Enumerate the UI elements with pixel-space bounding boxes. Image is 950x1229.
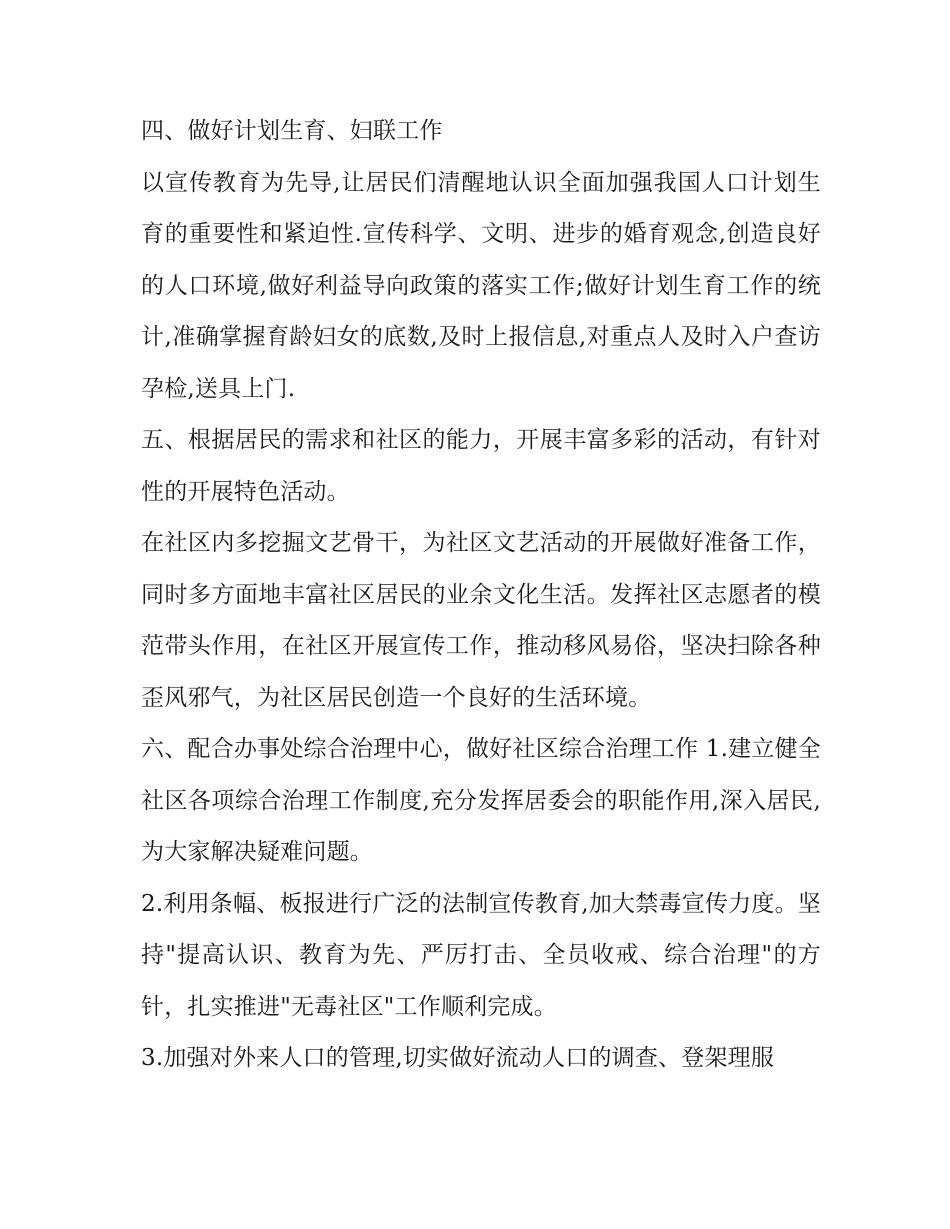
document-body — [141, 106, 821, 1085]
paragraph-legal-education: 2.利用条幅、板报进行广泛的法制宣传教育,加大禁毒宣传力度。坚持"提高认识、教育为先、严厉打击、全员收戒、综合治理"的方针，扎实推进"无毒社区"工作顺利完成。 — [141, 890, 821, 1020]
section-heading-governance: 六、配合办事处综合治理中心，做好社区综合治理工作 1.建立健全社区各项综合治理工作制度,充分发挥居委会的职能作用,深入居民,为大家解决疑难问题。 — [141, 736, 821, 865]
section-heading-family-planning: 四、做好计划生育、妇联工作 — [141, 118, 443, 144]
section-heading-activities: 五、根据居民的需求和社区的能力，开展丰富多彩的活动，有针对性的开展特色活动。 — [141, 427, 821, 505]
paragraph-activities: 在社区内多挖掘文艺骨干，为社区文艺活动的开展做好准备工作，同时多方面地丰富社区居民的业余文化生活。发挥社区志愿者的模范带头作用，在社区开展宣传工作，推动移风易俗，坚决扫除各种歪风邪气，为社区居民创造一个良好的生活环境。 — [141, 530, 821, 711]
paragraph-migrant-management: 3.加强对外来人口的管理,切实做好流动人口的调查、登架理服 — [141, 1045, 775, 1071]
paragraph-family-planning: 以宣传教育为先导,让居民们清醒地认识全面加强我国人口计划生育的重要性和紧迫性.宣传科学、文明、进步的婚育观念,创造良好的人口环境,做好利益导向政策的落实工作;做好计划生育工作的统计,准确掌握育龄妇女的底数,及时上报信息,对重点人及时入户查访孕检,送具上门. — [141, 169, 821, 402]
